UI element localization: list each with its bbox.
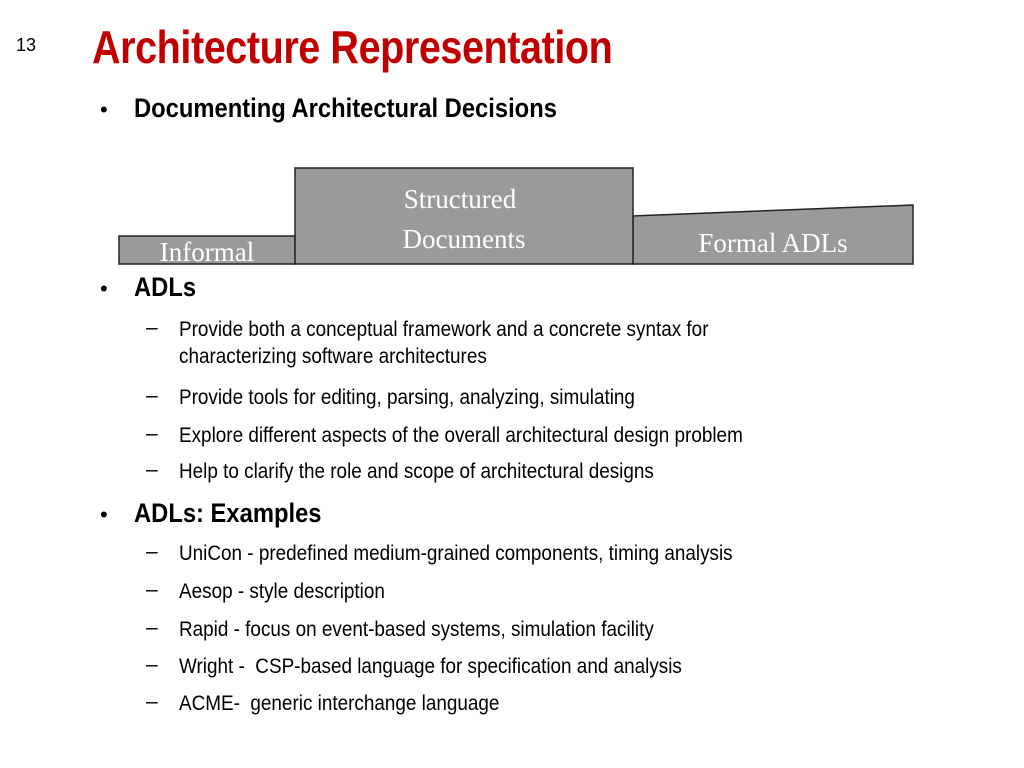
- sub-item-text: Help to clarify the role and scope of architectural designs: [179, 460, 654, 483]
- bullet-text: ADLs: Examples: [134, 498, 322, 528]
- sub-item: [146, 616, 707, 643]
- dash: –: [146, 653, 158, 676]
- spectrum-diagram: [0, 0, 1024, 300]
- bullet-adls: [100, 272, 205, 303]
- sub-item-text: ACME- generic interchange language: [179, 692, 500, 715]
- sub-item: [146, 578, 408, 605]
- dash: –: [146, 616, 158, 639]
- sub-item: [146, 422, 805, 449]
- dash: –: [146, 384, 158, 407]
- sub-item-text: UniCon - predefined medium-grained components, timing analysis: [179, 542, 733, 565]
- dash: –: [146, 422, 158, 445]
- dash: –: [146, 316, 158, 339]
- sub-item: [146, 316, 767, 370]
- sub-item-line: Provide both a conceptual framework and a concrete syntax for: [179, 318, 709, 341]
- bullet-text: Documenting Architectural Decisions: [134, 93, 557, 123]
- bullet-dot: •: [100, 97, 108, 122]
- structured-label-line1: Structured: [403, 184, 517, 214]
- dash: –: [146, 690, 158, 713]
- sub-item-text: Provide tools for editing, parsing, analyzing, simulating: [179, 386, 635, 409]
- sub-item-text: Wright - CSP-based language for specification and analysis: [179, 655, 682, 678]
- informal-label: Informal: [159, 237, 255, 267]
- bullet-text: ADLs: [134, 272, 197, 302]
- bullet-dot: •: [100, 276, 108, 301]
- sub-item: [146, 458, 707, 485]
- dash: –: [146, 540, 158, 563]
- structured-label-line2: Documents: [402, 224, 526, 254]
- sub-item: [146, 653, 738, 680]
- slide-number: 13: [16, 35, 37, 55]
- bullet-adls-examples: [100, 498, 347, 529]
- bullet-dot: •: [100, 502, 108, 527]
- dash: –: [146, 578, 158, 601]
- sub-item-text: Aesop - style description: [179, 580, 385, 603]
- dash: –: [146, 458, 158, 481]
- sub-item-text: Explore different aspects of the overall architectural design problem: [179, 424, 743, 447]
- sub-item: [146, 384, 686, 411]
- sub-item-text: [179, 316, 708, 370]
- sub-item-text: Rapid - focus on event-based systems, simulation facility: [179, 618, 654, 641]
- formal-adls-label: Formal ADLs: [698, 228, 848, 258]
- slide-title: Architecture Representation: [92, 21, 613, 73]
- sub-item-line: characterizing software architectures: [179, 345, 487, 368]
- sub-item: [146, 690, 535, 717]
- sub-item: [146, 540, 794, 567]
